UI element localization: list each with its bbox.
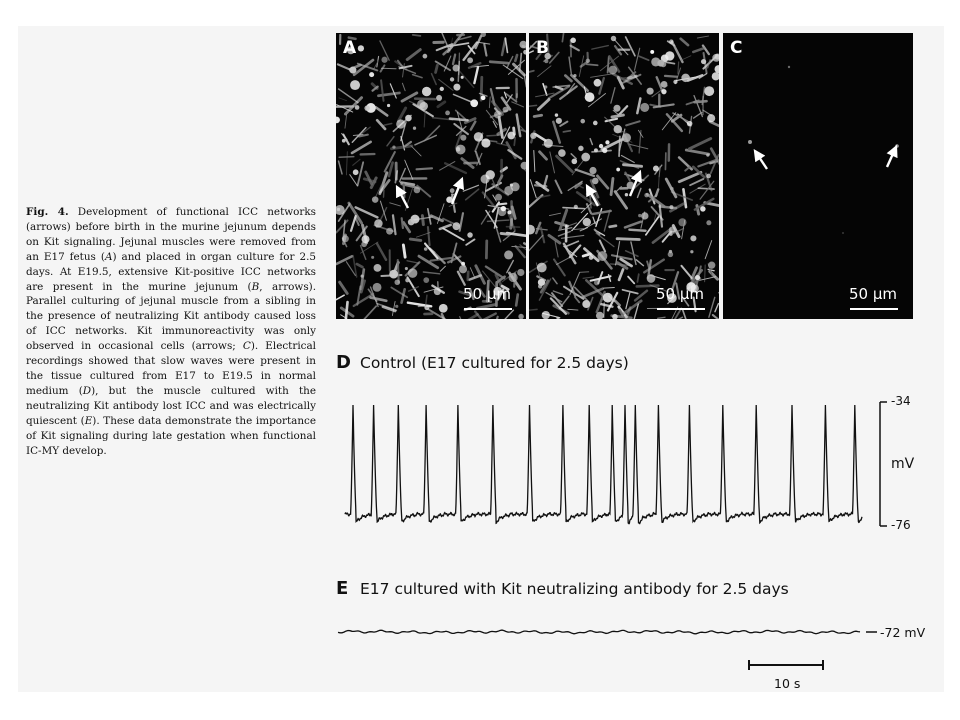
voltage-unit-label: mV (891, 456, 915, 472)
panel-reference: D (82, 384, 92, 397)
panel-reference: C (242, 340, 251, 353)
voltage-top-label: -34 (891, 394, 911, 408)
scale-bar-label-c: 50 µm (849, 285, 898, 303)
panel-label-b: B (536, 38, 549, 58)
trace-e-title: E17 cultured with Kit neutralizing antibody for 2.5 days (360, 580, 789, 598)
panel-label-a: A (343, 38, 357, 58)
figure-label: Fig. 4. (26, 206, 69, 218)
caption-text: ). Electrical recordings showed that slow waves were present in the tissue cultured from E17 to E19.5 in normal medium ( (26, 340, 316, 397)
trace-d-line (345, 405, 862, 524)
panel-label-e: E (336, 578, 349, 599)
trace-d-title: Control (E17 cultured for 2.5 days) (360, 354, 629, 372)
caption-text: Development of functional ICC networks (arrows) before birth in the murine jejunum depends on Kit signaling. Jejunal muscles were removed from an E17 fetus ( (26, 206, 316, 263)
scale-bar-label-b: 50 µm (656, 285, 705, 303)
panel-label-d: D (336, 352, 351, 373)
caption-text: ), but the muscle cultured with the neutralizing Kit antibody lost ICC and was electrically quiescent ( (26, 384, 316, 427)
caption-text: ). These data demonstrate the importance of Kit signaling during late gestation when functional IC-MY develop. (26, 414, 316, 457)
panel-label-c: C (730, 38, 743, 58)
caption-text: ) and placed in organ culture for 2.5 days. At E19.5, extensive Kit-positive ICC networks are present in the murine jejunum ( (26, 250, 316, 293)
voltage-bottom-label: -76 (891, 518, 911, 532)
trace-e-line (338, 630, 860, 634)
trace-e-level-label: -72 mV (880, 625, 926, 640)
panel-reference: A (104, 250, 113, 263)
scale-bar-label-a: 50 µm (463, 285, 512, 303)
panel-reference: E (84, 414, 93, 427)
panel-reference: B (251, 280, 260, 293)
time-scale-label: 10 s (774, 676, 801, 691)
caption-text: , arrows). Parallel culturing of jejunal muscle from a sibling in the presence of neutralizing Kit antibody caused loss of ICC networks. Kit immunoreactivity was only observed in occasional cells (arrows; (26, 280, 317, 353)
